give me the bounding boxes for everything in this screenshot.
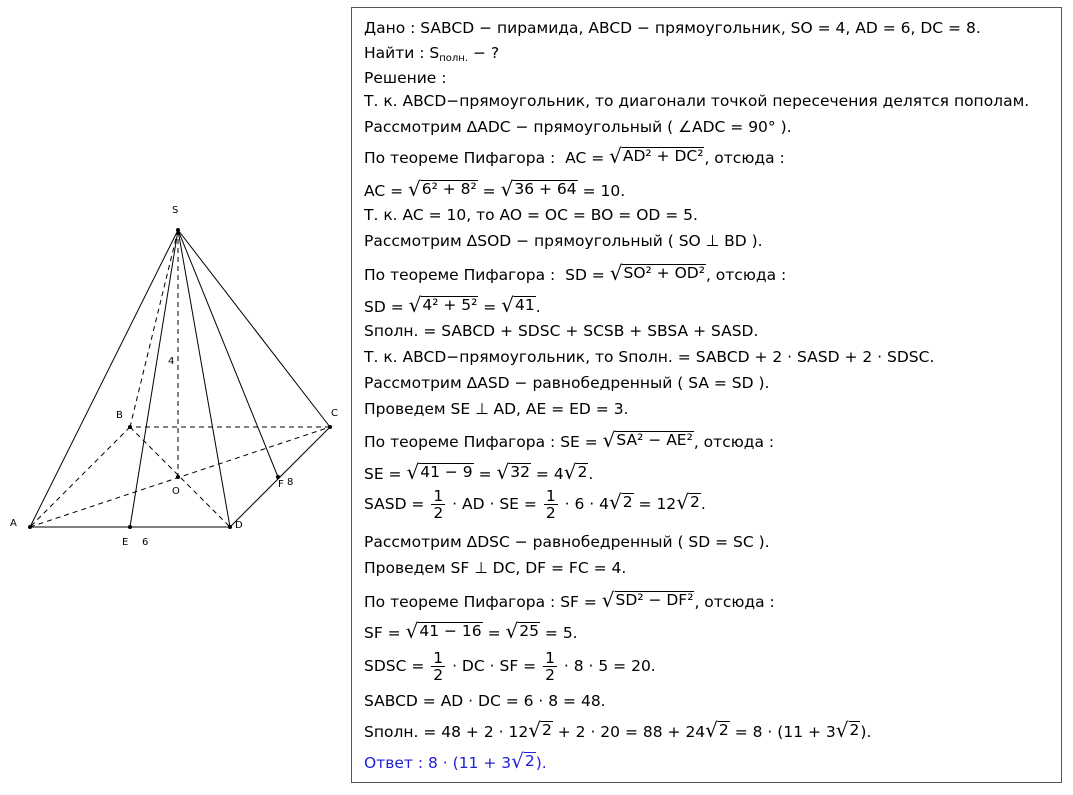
edge-sc	[178, 230, 330, 427]
ac-value: AC = √ 6² + 8² = √ 36 + 64 = 10.	[364, 177, 626, 201]
label-d: D	[235, 520, 243, 531]
solution-box	[351, 7, 1062, 783]
solution-label: Решение :	[364, 69, 447, 87]
sd-value: SD = √ 4² + 5² = √ 41 .	[364, 293, 541, 317]
sf-construction: Проведем SF ⊥ DC, DF = FC = 4.	[364, 559, 627, 577]
se-value: SE = √ 41 − 9 = √ 32 = 4 √ 2 .	[364, 460, 594, 484]
label-b: B	[116, 410, 123, 421]
pythagoras-sd: По теореме Пифагора : SD = √ SO² + OD² , отсюда :	[364, 261, 787, 285]
apothem-sf	[178, 230, 278, 477]
point-d	[228, 525, 232, 529]
triangle-dsc-line: Рассмотрим ΔDSC − равнобедренный ( SD = SC ).	[364, 533, 770, 551]
label-c: C	[331, 408, 338, 419]
total-area-sum: Sполн. = SABCD + SDSC + SCSB + SBSA + SASD.	[364, 322, 759, 340]
point-c	[328, 425, 332, 429]
label-dc-length: 8	[287, 477, 294, 488]
label-ad-length: 6	[142, 537, 149, 548]
triangle-asd-line: Рассмотрим ΔASD − равнобедренный ( SA = SD ).	[364, 374, 770, 392]
label-a: A	[10, 518, 17, 529]
pythagoras-se: По теореме Пифагора : SE = √ SA² − AE² , отсюда :	[364, 428, 775, 452]
label-o: O	[172, 486, 180, 497]
point-o	[176, 475, 180, 479]
triangle-adc-line: Рассмотрим ΔADC − прямоугольный ( ∠ADC = 90° ).	[364, 118, 792, 136]
pythagoras-sf: По теореме Пифагора : SF = √ SD² − DF² , отсюда :	[364, 588, 775, 612]
total-area-result: Sполн. = 48 + 2 · 12 √ 2 + 2 · 20 = 88 + 24 √ 2 = 8 · (11 + 3 √ 2 ).	[364, 718, 872, 742]
label-s: S	[172, 205, 179, 216]
sf-value: SF = √ 41 − 16 = √ 25 = 5.	[364, 619, 578, 643]
point-s	[176, 228, 180, 232]
triangle-sod-line: Рассмотрим ΔSOD − прямоугольный ( SO ⊥ BD ).	[364, 232, 763, 250]
label-height: 4	[168, 356, 175, 367]
apothem-se	[130, 230, 178, 527]
area-dsc: SDSC = $\frac{1}{2}$ · DC · SF = $\frac{1}{2}$ · 8 · 5 = 20.	[364, 649, 656, 684]
label-f: F	[278, 479, 284, 490]
pythagoras-ac: По теореме Пифагора : AC = √ AD² + DC² , отсюда :	[364, 144, 785, 168]
label-e: E	[122, 537, 129, 548]
find-line: Найти : $S_{полн.}$ − ?	[364, 44, 500, 64]
area-abcd: SABCD = AD · DC = 6 · 8 = 48.	[364, 692, 606, 710]
edge-sa	[30, 230, 178, 527]
edge-ba	[30, 427, 130, 527]
given-line: Дано : SABCD − пирамида, ABCD − прямоугольник, SO = 4, AD = 6, DC = 8.	[364, 19, 981, 37]
point-a	[28, 525, 32, 529]
total-area-formula: Т. к. ABCD−прямоугольник, то Sполн. = SABCD + 2 · SASD + 2 · SDSC.	[364, 348, 935, 366]
point-b	[128, 425, 132, 429]
diagonals-line: Т. к. ABCD−прямоугольник, то диагонали точкой пересечения делятся пополам.	[364, 92, 1030, 110]
pyramid-figure	[0, 195, 350, 555]
area-asd: SASD = $\frac{1}{2}$ · AD · SE = $\frac{1}{2}$ · 6 · 4 √ 2 = 12 √ 2 .	[364, 487, 706, 522]
edge-sd	[178, 230, 230, 527]
halves-line: Т. к. AC = 10, то AO = OC = BO = OD = 5.	[364, 206, 698, 224]
answer-line: Ответ : 8 · (11 + 3 √ 2 ).	[364, 749, 547, 773]
point-e	[128, 525, 132, 529]
se-construction: Проведем SE ⊥ AD, AE = ED = 3.	[364, 400, 629, 418]
edge-sb	[130, 230, 178, 427]
